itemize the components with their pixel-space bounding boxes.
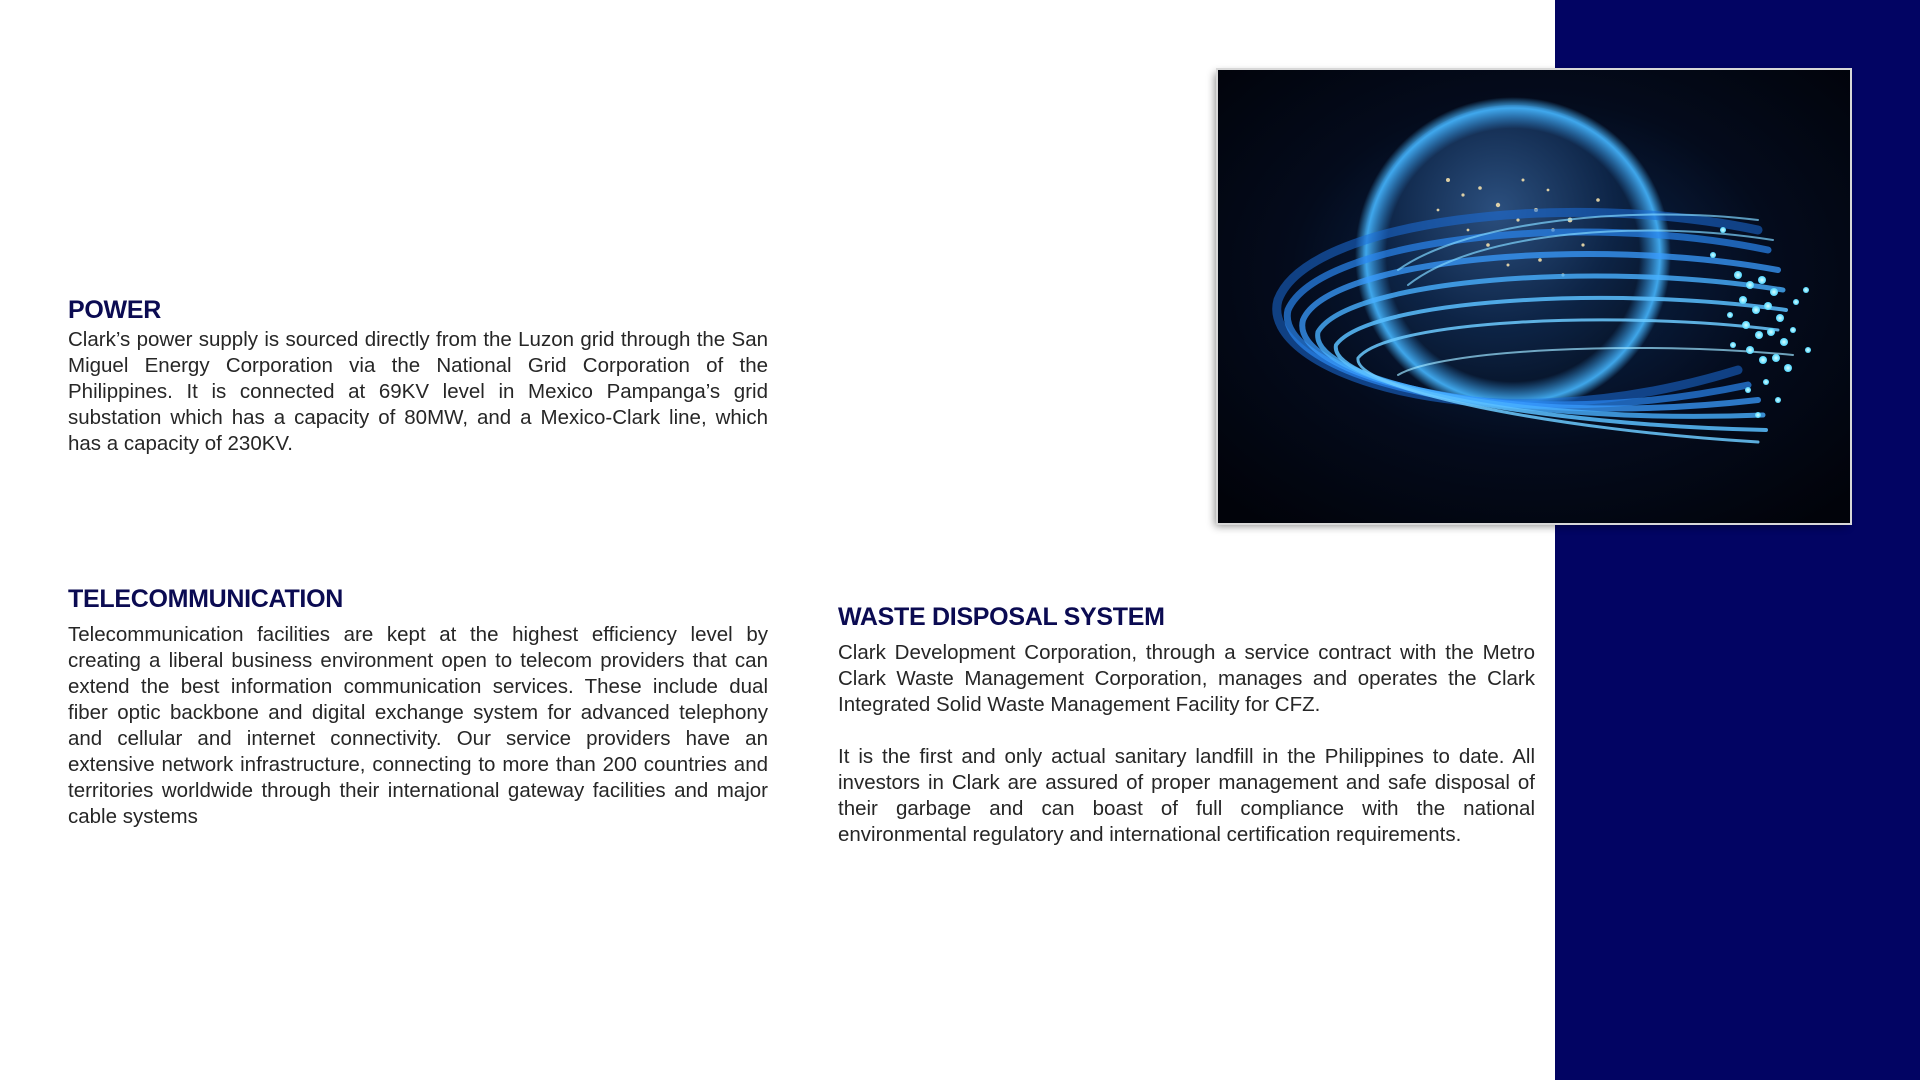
power-body: Clark’s power supply is sourced directly from the Luzon grid through the San Miguel Energy Corporation via the National Grid Corporation of the Philippines. It is connected at 69KV level in Mexico Pampanga’s grid substation which has a capacity of 80MW, and a Mexico-Clark line, which has a capacity of 230KV. xyxy=(68,328,768,455)
waste-disposal-section xyxy=(838,603,1535,848)
telecommunication-section xyxy=(68,585,768,830)
fiber-optic-globe-image xyxy=(1218,70,1850,523)
waste-disposal-body-2: It is the first and only actual sanitary landfill in the Philippines to date. All investors in Clark are assured of proper management and safe disposal of their garbage and can boast of full compliance with the national environmental regulatory and international certification requirements. xyxy=(838,745,1535,846)
waste-disposal-body-1: Clark Development Corporation, through a service contract with the Metro Clark Waste Management Corporation, manages and operates the Clark Integrated Solid Waste Management Facility for CFZ. xyxy=(838,641,1535,716)
waste-disposal-heading: WASTE DISPOSAL SYSTEM xyxy=(838,603,1165,631)
telecommunication-body: Telecommunication facilities are kept at the highest efficiency level by creating a liberal business environment open to telecom providers that can extend the best information communication services. These include dual fiber optic backbone and digital exchange system for advanced telephony and cellular and internet connectivity. Our service providers have an extensive network infrastructure, connecting to more than 200 countries and territories worldwide through their international gateway facilities and major cable systems xyxy=(68,623,768,828)
telecommunication-heading: TELECOMMUNICATION xyxy=(68,585,343,613)
power-heading: POWER xyxy=(68,296,161,324)
power-section xyxy=(68,296,768,457)
